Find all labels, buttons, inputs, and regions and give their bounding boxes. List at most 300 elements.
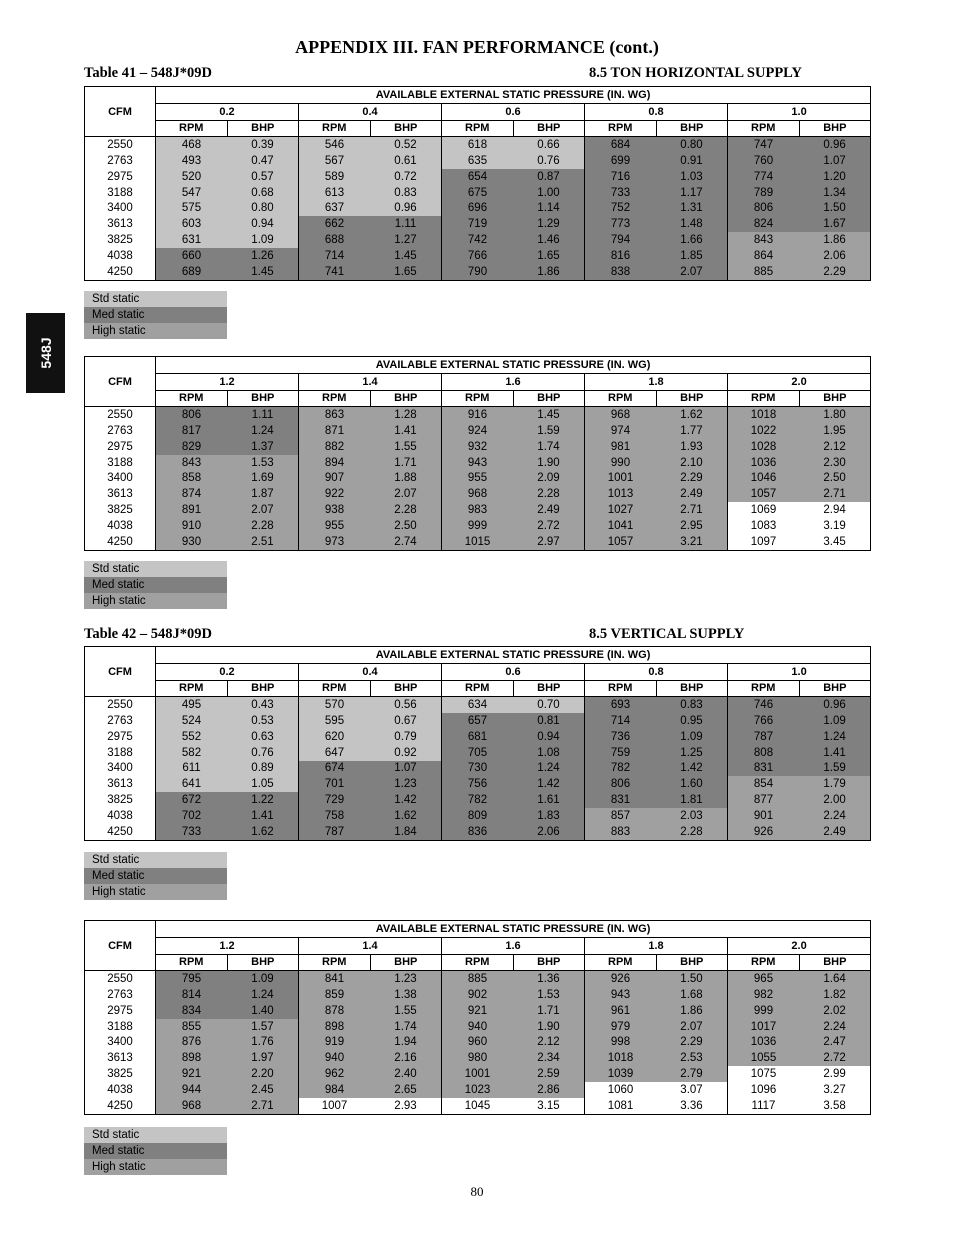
bhp-cell: 1.24: [513, 761, 585, 777]
rpm-cell: 620: [299, 729, 371, 745]
bhp-header: BHP: [370, 390, 442, 407]
bhp-cell: 1.22: [227, 792, 299, 808]
bhp-cell: 0.96: [799, 137, 871, 153]
table-row: [85, 486, 871, 502]
bhp-cell: 1.24: [227, 987, 299, 1003]
legend-high-static: High static: [84, 884, 227, 900]
bhp-cell: 1.25: [656, 745, 728, 761]
table-row: [85, 471, 871, 487]
rpm-cell: 930: [156, 534, 228, 550]
bhp-header: BHP: [370, 680, 442, 697]
rpm-cell: 838: [585, 264, 657, 280]
bhp-cell: 0.61: [370, 153, 442, 169]
bhp-cell: 0.67: [370, 713, 442, 729]
rpm-cell: 816: [585, 248, 657, 264]
bhp-cell: 1.80: [799, 407, 871, 423]
rpm-cell: 829: [156, 439, 228, 455]
bhp-cell: 3.15: [513, 1098, 585, 1114]
legend-std-static: Std static: [84, 1127, 227, 1143]
cfm-cell: 3613: [85, 1050, 156, 1066]
legend-med-static: Med static: [84, 577, 227, 593]
rpm-cell: 699: [585, 153, 657, 169]
bhp-cell: 2.28: [227, 518, 299, 534]
rpm-cell: 962: [299, 1066, 371, 1082]
rpm-cell: 854: [728, 776, 800, 792]
rpm-cell: 741: [299, 264, 371, 280]
cfm-cell: 4038: [85, 1082, 156, 1098]
bhp-cell: 0.76: [227, 745, 299, 761]
rpm-cell: 756: [442, 776, 514, 792]
rpm-cell: 552: [156, 729, 228, 745]
bhp-cell: 2.06: [799, 248, 871, 264]
bhp-header: BHP: [513, 120, 585, 137]
legend-std-static: Std static: [84, 561, 227, 577]
bhp-cell: 1.57: [227, 1019, 299, 1035]
table-row: [85, 137, 871, 153]
table-row: [85, 1066, 871, 1082]
bhp-cell: 1.42: [656, 761, 728, 777]
rpm-header: RPM: [728, 954, 800, 971]
bhp-cell: 2.00: [799, 792, 871, 808]
rpm-cell: 943: [585, 987, 657, 1003]
rpm-cell: 921: [442, 1003, 514, 1019]
bhp-cell: 0.80: [656, 137, 728, 153]
pressure-column-header: 1.0: [728, 663, 871, 680]
pressure-column-header: 0.4: [299, 103, 442, 120]
rpm-cell: 876: [156, 1035, 228, 1051]
rpm-cell: 702: [156, 808, 228, 824]
bhp-cell: 0.96: [370, 201, 442, 217]
rpm-cell: 1015: [442, 534, 514, 550]
legend-high-static: High static: [84, 1159, 227, 1175]
bhp-cell: 1.74: [513, 439, 585, 455]
table-row: [85, 201, 871, 217]
rpm-cell: 1097: [728, 534, 800, 550]
bhp-cell: 1.14: [513, 201, 585, 217]
rpm-cell: 547: [156, 185, 228, 201]
rpm-cell: 759: [585, 745, 657, 761]
rpm-cell: 714: [299, 248, 371, 264]
legend-med-static: Med static: [84, 1143, 227, 1159]
rpm-cell: 647: [299, 745, 371, 761]
bhp-cell: 2.97: [513, 534, 585, 550]
bhp-cell: 1.90: [513, 1019, 585, 1035]
rpm-cell: 1057: [728, 486, 800, 502]
bhp-cell: 1.00: [513, 185, 585, 201]
bhp-cell: 2.59: [513, 1066, 585, 1082]
rpm-cell: 940: [442, 1019, 514, 1035]
bhp-cell: 1.24: [799, 729, 871, 745]
rpm-cell: 696: [442, 201, 514, 217]
rpm-cell: 926: [585, 971, 657, 987]
bhp-cell: 1.40: [227, 1003, 299, 1019]
bhp-cell: 1.60: [656, 776, 728, 792]
rpm-cell: 968: [442, 486, 514, 502]
rpm-cell: 689: [156, 264, 228, 280]
bhp-cell: 1.79: [799, 776, 871, 792]
bhp-cell: 0.63: [227, 729, 299, 745]
bhp-cell: 2.94: [799, 502, 871, 518]
cfm-cell: 4038: [85, 518, 156, 534]
bhp-cell: 3.36: [656, 1098, 728, 1114]
pressure-column-header: 1.2: [156, 373, 299, 390]
rpm-cell: 808: [728, 745, 800, 761]
rpm-header: RPM: [585, 390, 657, 407]
bhp-cell: 1.86: [513, 264, 585, 280]
table-row: [85, 761, 871, 777]
bhp-cell: 0.70: [513, 697, 585, 713]
rpm-header: RPM: [299, 390, 371, 407]
pressure-column-header: 1.8: [585, 373, 728, 390]
bhp-cell: 3.21: [656, 534, 728, 550]
pressure-header: AVAILABLE EXTERNAL STATIC PRESSURE (IN. WG): [156, 921, 871, 938]
cfm-cell: 2763: [85, 713, 156, 729]
bhp-cell: 2.49: [656, 486, 728, 502]
rpm-cell: 968: [585, 407, 657, 423]
rpm-cell: 831: [585, 792, 657, 808]
rpm-cell: 999: [728, 1003, 800, 1019]
bhp-cell: 1.53: [227, 455, 299, 471]
appendix-title: APPENDIX III. FAN PERFORMANCE (cont.): [295, 37, 659, 57]
bhp-cell: 2.10: [656, 455, 728, 471]
rpm-cell: 916: [442, 407, 514, 423]
rpm-cell: 882: [299, 439, 371, 455]
bhp-cell: 2.72: [513, 518, 585, 534]
table-row: [85, 169, 871, 185]
rpm-cell: 729: [299, 792, 371, 808]
bhp-cell: 1.97: [227, 1050, 299, 1066]
bhp-cell: 1.09: [227, 971, 299, 987]
rpm-header: RPM: [442, 390, 514, 407]
rpm-cell: 688: [299, 232, 371, 248]
table-row: [85, 216, 871, 232]
bhp-cell: 2.24: [799, 1019, 871, 1035]
bhp-cell: 1.86: [799, 232, 871, 248]
rpm-cell: 714: [585, 713, 657, 729]
bhp-cell: 2.03: [656, 808, 728, 824]
rpm-cell: 926: [728, 824, 800, 840]
rpm-header: RPM: [442, 120, 514, 137]
rpm-cell: 760: [728, 153, 800, 169]
rpm-cell: 863: [299, 407, 371, 423]
bhp-cell: 1.11: [227, 407, 299, 423]
bhp-cell: 1.45: [227, 264, 299, 280]
fan-table: [84, 356, 871, 551]
legend-high-static: High static: [84, 593, 227, 609]
rpm-cell: 570: [299, 697, 371, 713]
bhp-cell: 0.83: [370, 185, 442, 201]
bhp-cell: 0.52: [370, 137, 442, 153]
bhp-cell: 0.53: [227, 713, 299, 729]
table-row: [85, 232, 871, 248]
bhp-cell: 1.42: [370, 792, 442, 808]
rpm-cell: 974: [585, 423, 657, 439]
legend-med-static: Med static: [84, 868, 227, 884]
rpm-cell: 613: [299, 185, 371, 201]
pressure-column-header: 0.2: [156, 103, 299, 120]
cfm-header: CFM: [85, 357, 156, 407]
bhp-cell: 2.49: [513, 502, 585, 518]
rpm-cell: 824: [728, 216, 800, 232]
pressure-column-header: 0.8: [585, 663, 728, 680]
rpm-cell: 1117: [728, 1098, 800, 1114]
rpm-cell: 1007: [299, 1098, 371, 1114]
table-row: [85, 1003, 871, 1019]
rpm-header: RPM: [156, 680, 228, 697]
pressure-column-header: 1.4: [299, 373, 442, 390]
rpm-cell: 864: [728, 248, 800, 264]
rpm-cell: 789: [728, 185, 800, 201]
rpm-cell: 641: [156, 776, 228, 792]
cfm-cell: 2975: [85, 729, 156, 745]
rpm-cell: 834: [156, 1003, 228, 1019]
legend: [84, 561, 227, 609]
rpm-cell: 883: [585, 824, 657, 840]
bhp-cell: 2.07: [656, 264, 728, 280]
rpm-cell: 631: [156, 232, 228, 248]
bhp-cell: 2.99: [799, 1066, 871, 1082]
table-row: [85, 824, 871, 840]
rpm-cell: 660: [156, 248, 228, 264]
rpm-cell: 495: [156, 697, 228, 713]
side-tab: [26, 313, 65, 393]
bhp-cell: 1.41: [227, 808, 299, 824]
bhp-cell: 0.91: [656, 153, 728, 169]
table-42-number: Table 42 – 548J*09D: [84, 626, 212, 642]
bhp-cell: 1.50: [656, 971, 728, 987]
bhp-cell: 3.07: [656, 1082, 728, 1098]
rpm-cell: 1001: [585, 471, 657, 487]
bhp-cell: 3.58: [799, 1098, 871, 1114]
bhp-cell: 1.66: [656, 232, 728, 248]
bhp-header: BHP: [513, 680, 585, 697]
bhp-cell: 2.86: [513, 1082, 585, 1098]
bhp-cell: 2.71: [799, 486, 871, 502]
pressure-column-header: 0.8: [585, 103, 728, 120]
bhp-cell: 1.55: [370, 439, 442, 455]
pressure-column-header: 2.0: [728, 937, 871, 954]
rpm-cell: 774: [728, 169, 800, 185]
rpm-cell: 878: [299, 1003, 371, 1019]
bhp-cell: 1.87: [227, 486, 299, 502]
bhp-cell: 2.29: [656, 471, 728, 487]
rpm-cell: 773: [585, 216, 657, 232]
bhp-cell: 1.27: [370, 232, 442, 248]
rpm-cell: 955: [442, 471, 514, 487]
pressure-column-header: 0.2: [156, 663, 299, 680]
rpm-cell: 1017: [728, 1019, 800, 1035]
page-number: 80: [470, 1184, 484, 1199]
legend-high-static: High static: [84, 323, 227, 339]
rpm-cell: 701: [299, 776, 371, 792]
rpm-cell: 611: [156, 761, 228, 777]
rpm-cell: 874: [156, 486, 228, 502]
cfm-cell: 3613: [85, 486, 156, 502]
rpm-cell: 662: [299, 216, 371, 232]
rpm-cell: 1018: [728, 407, 800, 423]
bhp-cell: 0.68: [227, 185, 299, 201]
table-42-caption: [84, 626, 874, 644]
pressure-column-header: 0.6: [442, 103, 585, 120]
table-row: [85, 776, 871, 792]
cfm-cell: 2975: [85, 169, 156, 185]
bhp-cell: 2.16: [370, 1050, 442, 1066]
rpm-cell: 733: [156, 824, 228, 840]
cfm-cell: 3825: [85, 1066, 156, 1082]
bhp-cell: 1.31: [656, 201, 728, 217]
bhp-cell: 2.06: [513, 824, 585, 840]
rpm-cell: 1060: [585, 1082, 657, 1098]
rpm-cell: 938: [299, 502, 371, 518]
cfm-cell: 3400: [85, 201, 156, 217]
rpm-cell: 575: [156, 201, 228, 217]
cfm-cell: 2975: [85, 1003, 156, 1019]
rpm-cell: 885: [442, 971, 514, 987]
bhp-cell: 2.49: [799, 824, 871, 840]
rpm-cell: 998: [585, 1035, 657, 1051]
cfm-cell: 2763: [85, 423, 156, 439]
bhp-header: BHP: [656, 120, 728, 137]
bhp-cell: 1.34: [799, 185, 871, 201]
rpm-cell: 733: [585, 185, 657, 201]
table-row: [85, 423, 871, 439]
rpm-cell: 795: [156, 971, 228, 987]
rpm-cell: 674: [299, 761, 371, 777]
cfm-cell: 4250: [85, 824, 156, 840]
rpm-cell: 747: [728, 137, 800, 153]
cfm-cell: 4250: [85, 534, 156, 550]
bhp-cell: 2.71: [227, 1098, 299, 1114]
bhp-header: BHP: [227, 120, 299, 137]
bhp-cell: 1.09: [656, 729, 728, 745]
cfm-cell: 3188: [85, 185, 156, 201]
rpm-cell: 885: [728, 264, 800, 280]
bhp-cell: 0.66: [513, 137, 585, 153]
bhp-header: BHP: [656, 954, 728, 971]
cfm-cell: 3188: [85, 745, 156, 761]
legend-std-static: Std static: [84, 291, 227, 307]
rpm-cell: 858: [156, 471, 228, 487]
rpm-cell: 675: [442, 185, 514, 201]
rpm-cell: 898: [156, 1050, 228, 1066]
bhp-cell: 0.76: [513, 153, 585, 169]
bhp-cell: 1.07: [799, 153, 871, 169]
cfm-cell: 2550: [85, 697, 156, 713]
bhp-cell: 0.43: [227, 697, 299, 713]
cfm-header: CFM: [85, 87, 156, 137]
table-row: [85, 792, 871, 808]
rpm-cell: 1055: [728, 1050, 800, 1066]
bhp-cell: 1.93: [656, 439, 728, 455]
bhp-cell: 0.95: [656, 713, 728, 729]
bhp-header: BHP: [227, 390, 299, 407]
cfm-cell: 2550: [85, 137, 156, 153]
bhp-cell: 2.45: [227, 1082, 299, 1098]
rpm-header: RPM: [728, 120, 800, 137]
bhp-header: BHP: [513, 954, 585, 971]
bhp-cell: 0.94: [227, 216, 299, 232]
bhp-cell: 2.50: [370, 518, 442, 534]
cfm-cell: 3825: [85, 792, 156, 808]
bhp-cell: 0.47: [227, 153, 299, 169]
bhp-cell: 1.77: [656, 423, 728, 439]
bhp-cell: 1.59: [799, 761, 871, 777]
rpm-cell: 817: [156, 423, 228, 439]
rpm-cell: 943: [442, 455, 514, 471]
pressure-column-header: 0.6: [442, 663, 585, 680]
bhp-cell: 1.08: [513, 745, 585, 761]
rpm-cell: 1075: [728, 1066, 800, 1082]
rpm-cell: 894: [299, 455, 371, 471]
bhp-header: BHP: [799, 954, 871, 971]
rpm-cell: 637: [299, 201, 371, 217]
cfm-cell: 3188: [85, 455, 156, 471]
pressure-column-header: 1.2: [156, 937, 299, 954]
rpm-cell: 546: [299, 137, 371, 153]
rpm-cell: 634: [442, 697, 514, 713]
bhp-cell: 2.28: [513, 486, 585, 502]
pressure-column-header: 1.6: [442, 373, 585, 390]
table-row: [85, 971, 871, 987]
bhp-cell: 1.76: [227, 1035, 299, 1051]
bhp-cell: 0.83: [656, 697, 728, 713]
rpm-cell: 980: [442, 1050, 514, 1066]
cfm-cell: 2763: [85, 153, 156, 169]
cfm-cell: 3825: [85, 232, 156, 248]
bhp-cell: 1.45: [370, 248, 442, 264]
cfm-cell: 4250: [85, 1098, 156, 1114]
bhp-cell: 1.59: [513, 423, 585, 439]
cfm-cell: 3400: [85, 471, 156, 487]
table-row: [85, 518, 871, 534]
rpm-header: RPM: [585, 680, 657, 697]
cfm-cell: 3188: [85, 1019, 156, 1035]
rpm-cell: 901: [728, 808, 800, 824]
bhp-cell: 1.90: [513, 455, 585, 471]
bhp-cell: 1.62: [227, 824, 299, 840]
pressure-header: AVAILABLE EXTERNAL STATIC PRESSURE (IN. WG): [156, 87, 871, 104]
rpm-cell: 705: [442, 745, 514, 761]
rpm-header: RPM: [299, 680, 371, 697]
bhp-cell: 1.48: [656, 216, 728, 232]
rpm-cell: 924: [442, 423, 514, 439]
bhp-header: BHP: [370, 120, 442, 137]
rpm-cell: 983: [442, 502, 514, 518]
bhp-cell: 1.64: [799, 971, 871, 987]
rpm-cell: 716: [585, 169, 657, 185]
bhp-cell: 1.95: [799, 423, 871, 439]
rpm-cell: 758: [299, 808, 371, 824]
rpm-cell: 902: [442, 987, 514, 1003]
fan-table: [84, 646, 871, 841]
rpm-header: RPM: [728, 390, 800, 407]
bhp-cell: 1.65: [370, 264, 442, 280]
bhp-cell: 2.53: [656, 1050, 728, 1066]
bhp-cell: 1.09: [799, 713, 871, 729]
rpm-cell: 787: [728, 729, 800, 745]
rpm-cell: 973: [299, 534, 371, 550]
bhp-cell: 1.41: [370, 423, 442, 439]
bhp-cell: 1.45: [513, 407, 585, 423]
rpm-header: RPM: [585, 954, 657, 971]
cfm-cell: 3613: [85, 776, 156, 792]
cfm-cell: 2763: [85, 987, 156, 1003]
rpm-cell: 979: [585, 1019, 657, 1035]
bhp-cell: 2.28: [370, 502, 442, 518]
table-row: [85, 1098, 871, 1114]
bhp-cell: 0.89: [227, 761, 299, 777]
bhp-cell: 1.71: [513, 1003, 585, 1019]
